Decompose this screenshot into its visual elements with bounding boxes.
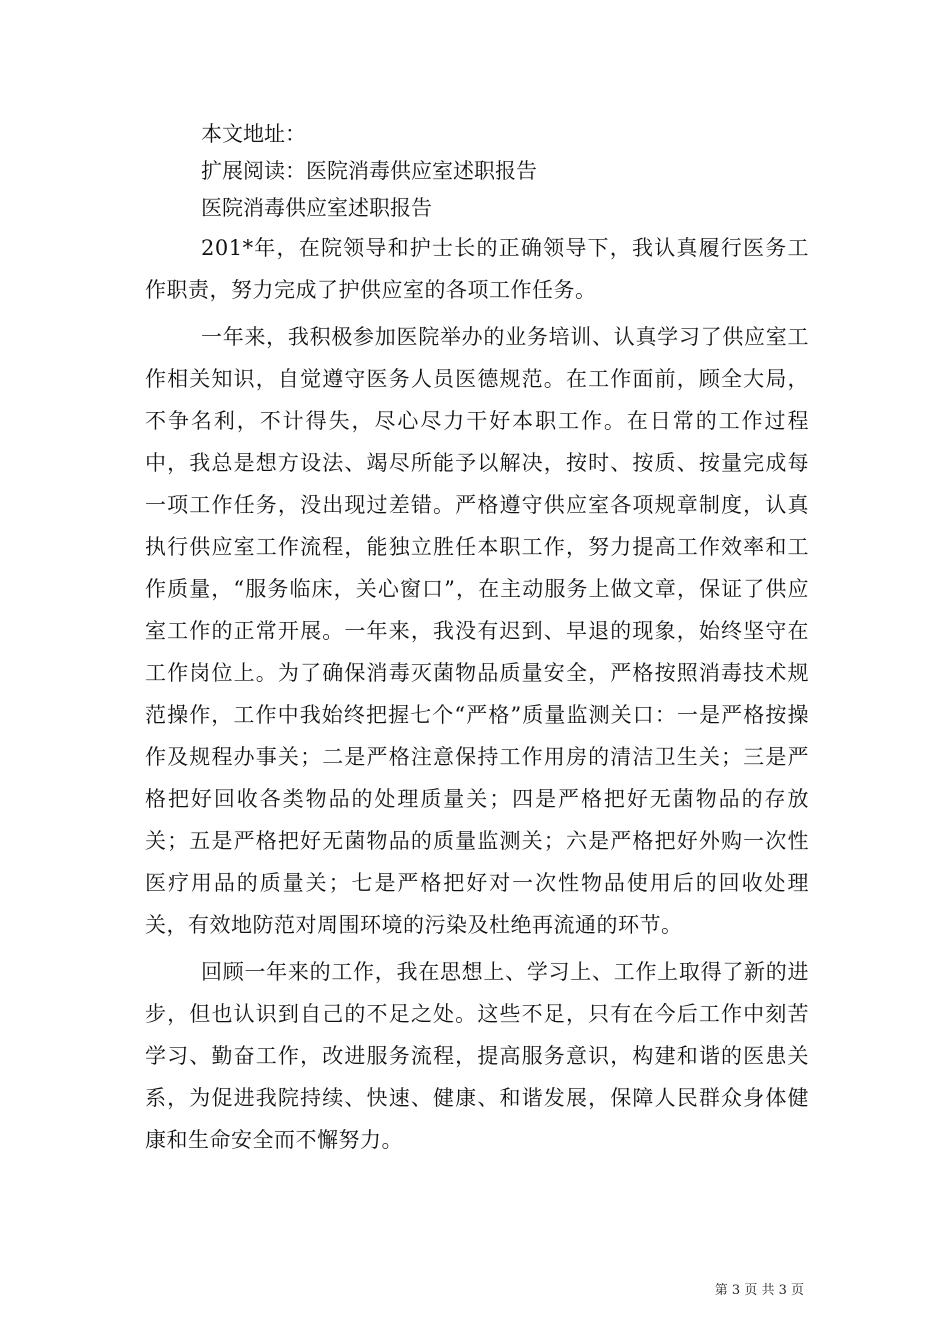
document-title: 医院消毒供应室述职报告 bbox=[201, 196, 432, 220]
document-body bbox=[145, 116, 809, 1161]
page-number: 第 3 页 共 3 页 bbox=[714, 1283, 804, 1298]
paragraph-work-summary: 一年来，我积极参加医院举办的业务培训、认真学习了供应室工作相关知识，自觉遵守医务人员医德规范。在工作面前，顾全大局，不争名利，不计得失，尽心尽力干好本职工作。在日常的工作过程中，我总是想方设法、竭尽所能予以解决，按时、按质、按量完成每一项工作任务，没出现过差错。严格遵守供应室各项规章制度，认真执行供应室工作流程，能独立胜任本职工作，努力提高工作效率和工作质量，“服务临床，关心窗口”，在主动服务上做文章，保证了供应室工作的正常开展。一年来，我没有迟到、早退的现象，始终坚守在工作岗位上。为了确保消毒灭菌物品质量安全，严格按照消毒技术规范操作，工作中我始终把握七个“严格”质量监测关口：一是严格按操作及规程办事关；二是严格注意保持工作用房的清洁卫生关；三是严格把好回收各类物品的处理质量关；四是严格把好无菌物品的存放关；五是严格把好无菌物品的质量监测关；六是严格把好外购一次性医疗用品的质量关；七是严格把好对一次性物品使用后的回收处理关，有效地防范对周围环境的污染及杜绝再流通的环节。 bbox=[145, 325, 809, 937]
address-line: 本文地址： bbox=[201, 122, 306, 146]
extended-reading-line: 扩展阅读：医院消毒供应室述职报告 bbox=[201, 159, 537, 183]
paragraph-intro: 201*年，在院领导和护士长的正确领导下，我认真履行医务工作职责，努力完成了护供应室的各项工作任务。 bbox=[145, 236, 809, 302]
paragraph-review: 回顾一年来的工作，我在思想上、学习上、工作上取得了新的进步，但也认识到自己的不足之处。这些不足，只有在今后工作中刻苦学习、勤奋工作，改进服务流程，提高服务意识，构建和谐的医患关系，为促进我院持续、快速、健康、和谐发展，保障人民群众身体健康和生命安全而不懈努力。 bbox=[145, 960, 809, 1152]
